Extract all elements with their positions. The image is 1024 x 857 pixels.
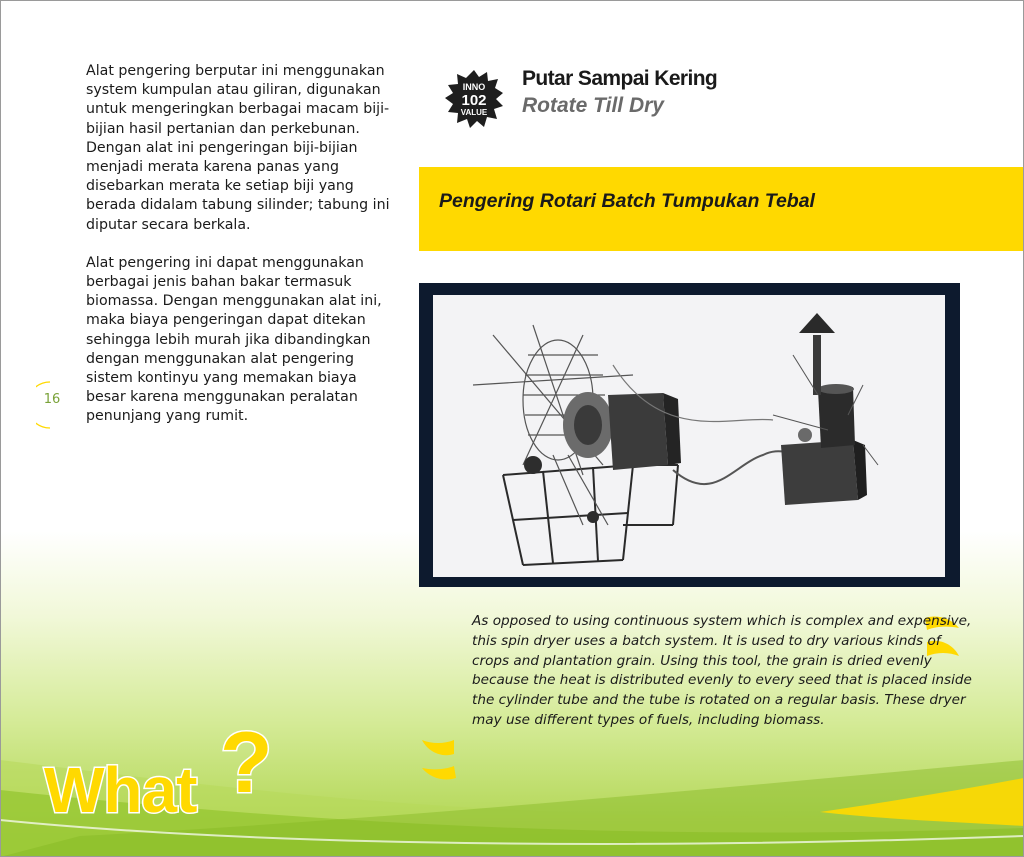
product-photo-frame — [419, 283, 960, 587]
title-indonesian: Putar Sampai Kering — [522, 67, 718, 90]
badge-line-3: VALUE — [460, 108, 488, 117]
dryer-machine-photo — [433, 295, 945, 577]
badge-line-2: 102 — [461, 92, 487, 109]
english-description: As opposed to using continuous system which is complex and expensive, this spin dryer uses a batch system. It is used to dry various kinds of crops and plantation grain. Using this tool, the grain is dried evenly because the heat is distributed evenly to every seed that is placed inside the cylinder tube and the tube is rotated on a regular basis. These dryer may use different types of fuels, including biomass. — [472, 613, 972, 728]
page-number: 16 — [43, 392, 61, 407]
title-english: Rotate Till Dry — [522, 94, 664, 117]
product-name-band — [419, 167, 1024, 251]
dryer-machine-illustration — [433, 295, 945, 577]
question-mark: ? — [220, 722, 273, 811]
paragraph-1: Alat pengering berputar ini menggunakan system kumpulan atau giliran, digunakan untuk mengeringkan berbagai macam biji-bijian hasil pertanian dan perkebunan. Dengan alat ini pengeringan biji-bijian menjadi merata karena panas yang disebarkan merata ke setiap biji yang berada didalam tabung silinder; tabung ini diputar secara berkala. — [86, 63, 390, 233]
badge-line-1: INNO — [462, 82, 486, 92]
paragraph-2: Alat pengering ini dapat menggunakan berbagai jenis bahan bakar termasuk biomassa. Dengan menggunakan alat ini, maka biaya pengeringan dapat ditekan sehingga lebih murah jika dibandingkan dengan menggunakan alat pengering sistem kontinyu yang memakan biaya besar karena menggunakan peralatan penunjang yang rumit. — [86, 254, 382, 425]
product-name: Pengering Rotari Batch Tumpukan Tebal — [439, 190, 815, 212]
what-word: What — [44, 754, 197, 822]
indonesian-description — [86, 62, 396, 446]
what-heading — [40, 722, 280, 822]
quote-mark-icon — [418, 728, 460, 784]
ink-splat-badge-icon — [443, 68, 505, 130]
